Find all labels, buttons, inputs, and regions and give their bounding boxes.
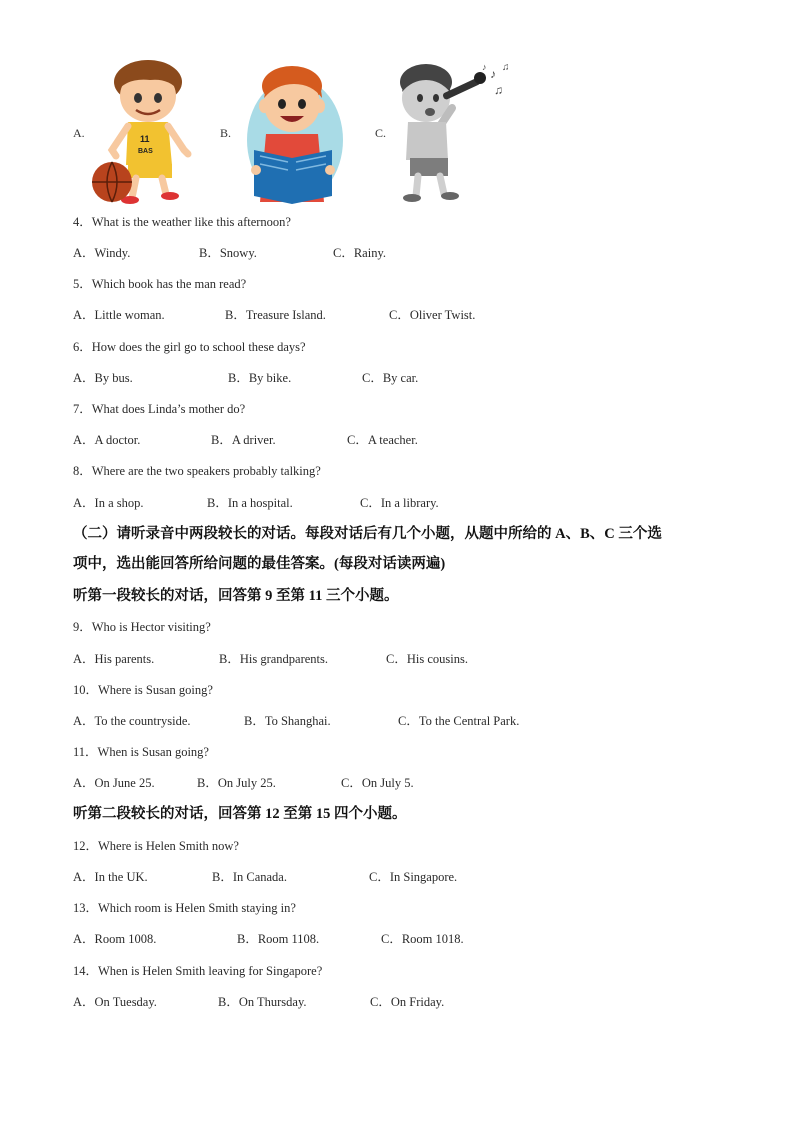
svg-text:♫: ♫ [502, 62, 510, 73]
svg-text:BAS: BAS [138, 148, 153, 155]
q13-option-c[interactable]: C．Room 1018. [381, 932, 464, 946]
q7-option-a[interactable]: A．A doctor. [73, 433, 141, 447]
picture-options [0, 60, 794, 210]
dialog-1-heading: 听第一段较长的对话，回答第 9 至第 11 三个小题。 [73, 588, 399, 604]
question-5: 5．Which book has the man read? [73, 277, 247, 291]
picture-label-c: C. [375, 126, 387, 140]
q9-option-b[interactable]: B．His grandparents. [219, 652, 329, 666]
singing-boy-icon [390, 60, 520, 205]
q14-option-b[interactable]: B．On Thursday. [218, 995, 307, 1009]
q4-option-c[interactable]: C．Rainy. [333, 246, 387, 260]
q5-option-c[interactable]: C．Oliver Twist. [389, 308, 476, 322]
svg-text:11: 11 [140, 134, 150, 144]
question-7: 7．What does Linda’s mother do? [73, 402, 246, 416]
q8-option-c[interactable]: C．In a library. [360, 496, 439, 510]
question-14: 14．When is Helen Smith leaving for Singapore? [73, 964, 323, 978]
q14-option-c[interactable]: C．On Friday. [370, 995, 445, 1009]
q8-option-a[interactable]: A．In a shop. [73, 496, 144, 510]
q9-option-c[interactable]: C．His cousins. [386, 652, 468, 666]
svg-text:♪: ♪ [490, 67, 496, 81]
q10-option-c[interactable]: C．To the Central Park. [398, 714, 520, 728]
section-2-instructions-line-2: 项中，选出能回答所给问题的最佳答案。(每段对话读两遍) [73, 556, 446, 572]
question-10: 10．Where is Susan going? [73, 683, 213, 697]
section-2-instructions-line-1: （二）请听录音中两段较长的对话。每段对话后有几个小题，从题中所给的 A、B、C 三个选 [73, 526, 662, 542]
q10-option-b[interactable]: B．To Shanghai. [244, 714, 331, 728]
reading-boy-icon [240, 62, 345, 207]
q5-option-b[interactable]: B．Treasure Island. [225, 308, 326, 322]
question-6: 6．How does the girl go to school these days? [73, 340, 306, 354]
q5-option-a[interactable]: A．Little woman. [73, 308, 165, 322]
q12-option-a[interactable]: A．In the UK. [73, 870, 148, 884]
q4-option-b[interactable]: B．Snowy. [199, 246, 257, 260]
question-9: 9．Who is Hector visiting? [73, 620, 211, 634]
q4-option-a[interactable]: A．Windy. [73, 246, 131, 260]
q6-option-a[interactable]: A．By bus. [73, 371, 133, 385]
q7-option-c[interactable]: C．A teacher. [347, 433, 418, 447]
q11-option-a[interactable]: A．On June 25. [73, 776, 155, 790]
question-11: 11．When is Susan going? [73, 745, 209, 759]
q9-option-a[interactable]: A．His parents. [73, 652, 155, 666]
question-12: 12．Where is Helen Smith now? [73, 839, 239, 853]
svg-text:♪: ♪ [482, 62, 487, 72]
q10-option-a[interactable]: A．To the countryside. [73, 714, 191, 728]
q12-option-c[interactable]: C．In Singapore. [369, 870, 458, 884]
q12-option-b[interactable]: B．In Canada. [212, 870, 287, 884]
question-8: 8．Where are the two speakers probably talking? [73, 464, 321, 478]
q6-option-c[interactable]: C．By car. [362, 371, 419, 385]
q13-option-b[interactable]: B．Room 1108. [237, 932, 320, 946]
q8-option-b[interactable]: B．In a hospital. [207, 496, 293, 510]
picture-label-a: A. [73, 126, 85, 140]
q14-option-a[interactable]: A．On Tuesday. [73, 995, 157, 1009]
picture-label-b: B. [220, 126, 232, 140]
q7-option-b[interactable]: B．A driver. [211, 433, 276, 447]
dialog-2-heading: 听第二段较长的对话，回答第 12 至第 15 四个小题。 [73, 806, 407, 822]
q11-option-c[interactable]: C．On July 5. [341, 776, 414, 790]
q11-option-b[interactable]: B．On July 25. [197, 776, 276, 790]
basketball-boy-icon [90, 60, 195, 205]
question-13: 13．Which room is Helen Smith staying in? [73, 901, 296, 915]
q6-option-b[interactable]: B．By bike. [228, 371, 292, 385]
svg-text:♫: ♫ [494, 83, 503, 97]
question-4: 4．What is the weather like this afternoon? [73, 215, 291, 229]
q13-option-a[interactable]: A．Room 1008. [73, 932, 157, 946]
